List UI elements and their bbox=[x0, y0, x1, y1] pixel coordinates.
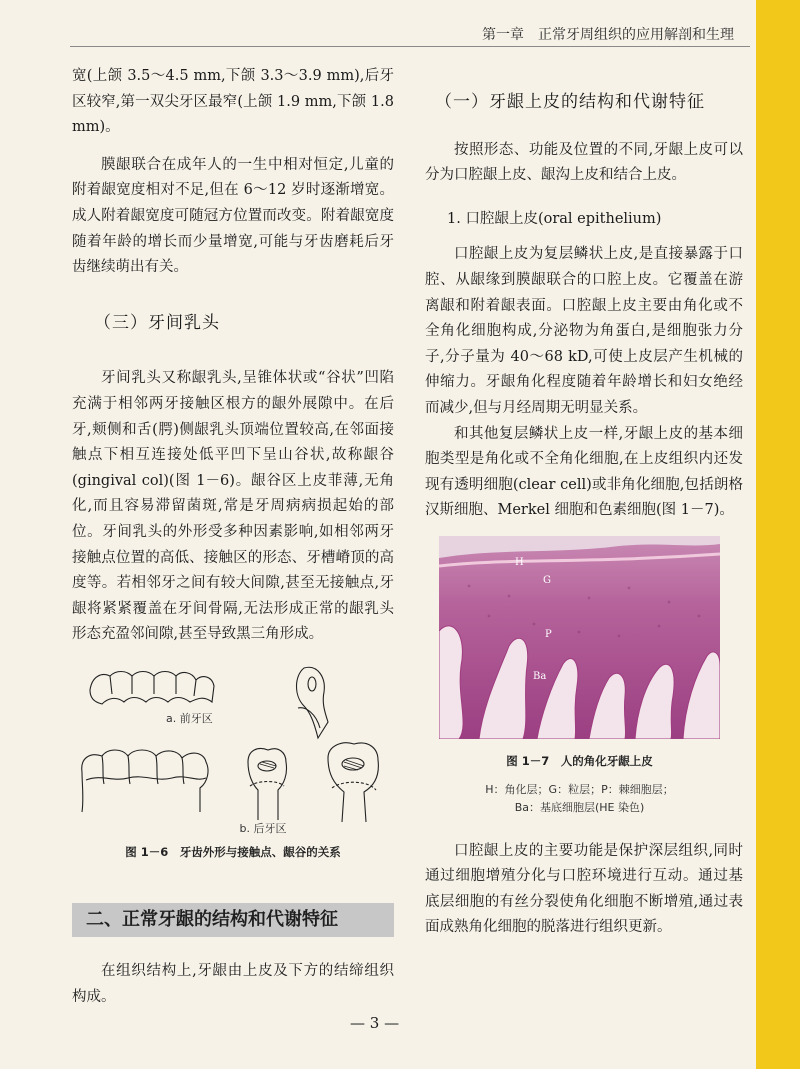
figure-label-b: b. 后牙区 bbox=[239, 821, 287, 835]
section-heading: 二、正常牙龈的结构和代谢特征 bbox=[72, 903, 394, 937]
running-header: 第一章 正常牙周组织的应用解剖和生理 bbox=[482, 27, 734, 43]
figure-1-6 bbox=[72, 662, 394, 866]
figure-caption: 图 1－6 牙齿外形与接触点、龈谷的关系 bbox=[125, 844, 341, 859]
label-g: G bbox=[543, 574, 551, 586]
histology-photo bbox=[439, 536, 720, 739]
sub-heading: 1. 口腔龈上皮(oral epithelium) bbox=[447, 210, 662, 227]
paragraph: 和其他复层鳞状上皮一样,牙龈上皮的基本细胞类型是角化或不全角化细胞,在上皮组织内还发现有透明细胞(clear cell)或非角化细胞,包括朗格汉斯细胞、Merkel 细胞和色素细胞(图 1－7)。 bbox=[425, 425, 743, 519]
figure-legend: H：角化层；G：粒层；P：棘细胞层； bbox=[485, 782, 674, 796]
side-color-band bbox=[756, 0, 800, 1069]
paragraph: 膜龈联合在成年人的一生中相对恒定,儿童的附着龈宽度相对不足,但在 6～12 岁时逐渐增宽。成人附着龈宽度可随冠方位置而改变。附着龈宽度随着年龄的增长而少量增宽,可能与牙齿磨耗后牙齿继续萌出有关。 bbox=[72, 156, 394, 276]
paragraph: 口腔龈上皮为复层鳞状上皮,是直接暴露于口腔、从龈缘到膜龈联合的口腔上皮。它覆盖在游离龈和附着龈表面。口腔龈上皮主要由角化或不全角化细胞构成,分泌物为角蛋白,是细胞张力分子,分子量为 40～68 kD,可使上皮层产生机械的伸缩力。牙龈角化程度随着年龄增长和妇女绝经而减少,但与月经周期无明显关系。 bbox=[425, 246, 743, 416]
figure-legend: Ba：基底细胞层(HE 染色) bbox=[514, 800, 645, 814]
paragraph: 牙间乳头又称龈乳头,呈锥体状或“谷状”凹陷充满于相邻两牙接触区根方的龈外展隙中。在后牙,颊侧和舌(腭)侧龈乳头顶端位置较高,在邻面接触点下相互连接处低平凹下呈山谷状,故称龈谷(gingival col)(图 1－6)。龈谷区上皮菲薄,无角化,而且容易滞留菌斑,常是牙周病病损起始的部位。牙间乳头的外形受多种因素影响,如相邻两牙接触点位置的高低、接触区的形态、牙槽嵴顶的高度等。若相邻牙之间有较大间隙,甚至无接触点,牙龈将紧紧覆盖在牙间骨隔,无法形成正常的龈乳头形态充盈邻间隙,甚至导致黑三角形成。 bbox=[72, 370, 394, 643]
header-rule bbox=[70, 46, 750, 47]
paragraph: 按照形态、功能及位置的不同,牙龈上皮可以分为口腔龈上皮、龈沟上皮和结合上皮。 bbox=[425, 141, 743, 184]
tooth-contact-diagram bbox=[72, 662, 394, 832]
subsection-heading: （三）牙间乳头 bbox=[94, 312, 220, 333]
subsection-heading: （一）牙龈上皮的结构和代谢特征 bbox=[435, 92, 705, 112]
figure-1-7 bbox=[439, 536, 720, 817]
page-number: — 3 — bbox=[350, 1014, 400, 1032]
figure-caption: 图 1－7 人的角化牙龈上皮 bbox=[506, 753, 653, 768]
label-h: H bbox=[515, 556, 524, 568]
paragraph: 在组织结构上,牙龈由上皮及下方的结缔组织构成。 bbox=[72, 963, 394, 1005]
label-ba: Ba bbox=[533, 670, 547, 682]
paragraph: 宽(上颌 3.5～4.5 mm,下颌 3.3～3.9 mm),后牙区较窄,第一双尖牙区最窄(上颌 1.9 mm,下颌 1.8 mm)。 bbox=[72, 68, 394, 136]
paragraph: 口腔龈上皮的主要功能是保护深层组织,同时通过细胞增殖分化与口腔环境进行互动。通过基底层细胞的有丝分裂使角化细胞不断增殖,通过表面成熟角化细胞的脱落进行组织更新。 bbox=[425, 842, 743, 936]
figure-label-a: a. 前牙区 bbox=[166, 711, 213, 725]
left-column bbox=[72, 64, 394, 1010]
label-p: P bbox=[545, 628, 552, 640]
right-column bbox=[425, 64, 743, 941]
epithelium-illustration bbox=[439, 536, 720, 739]
